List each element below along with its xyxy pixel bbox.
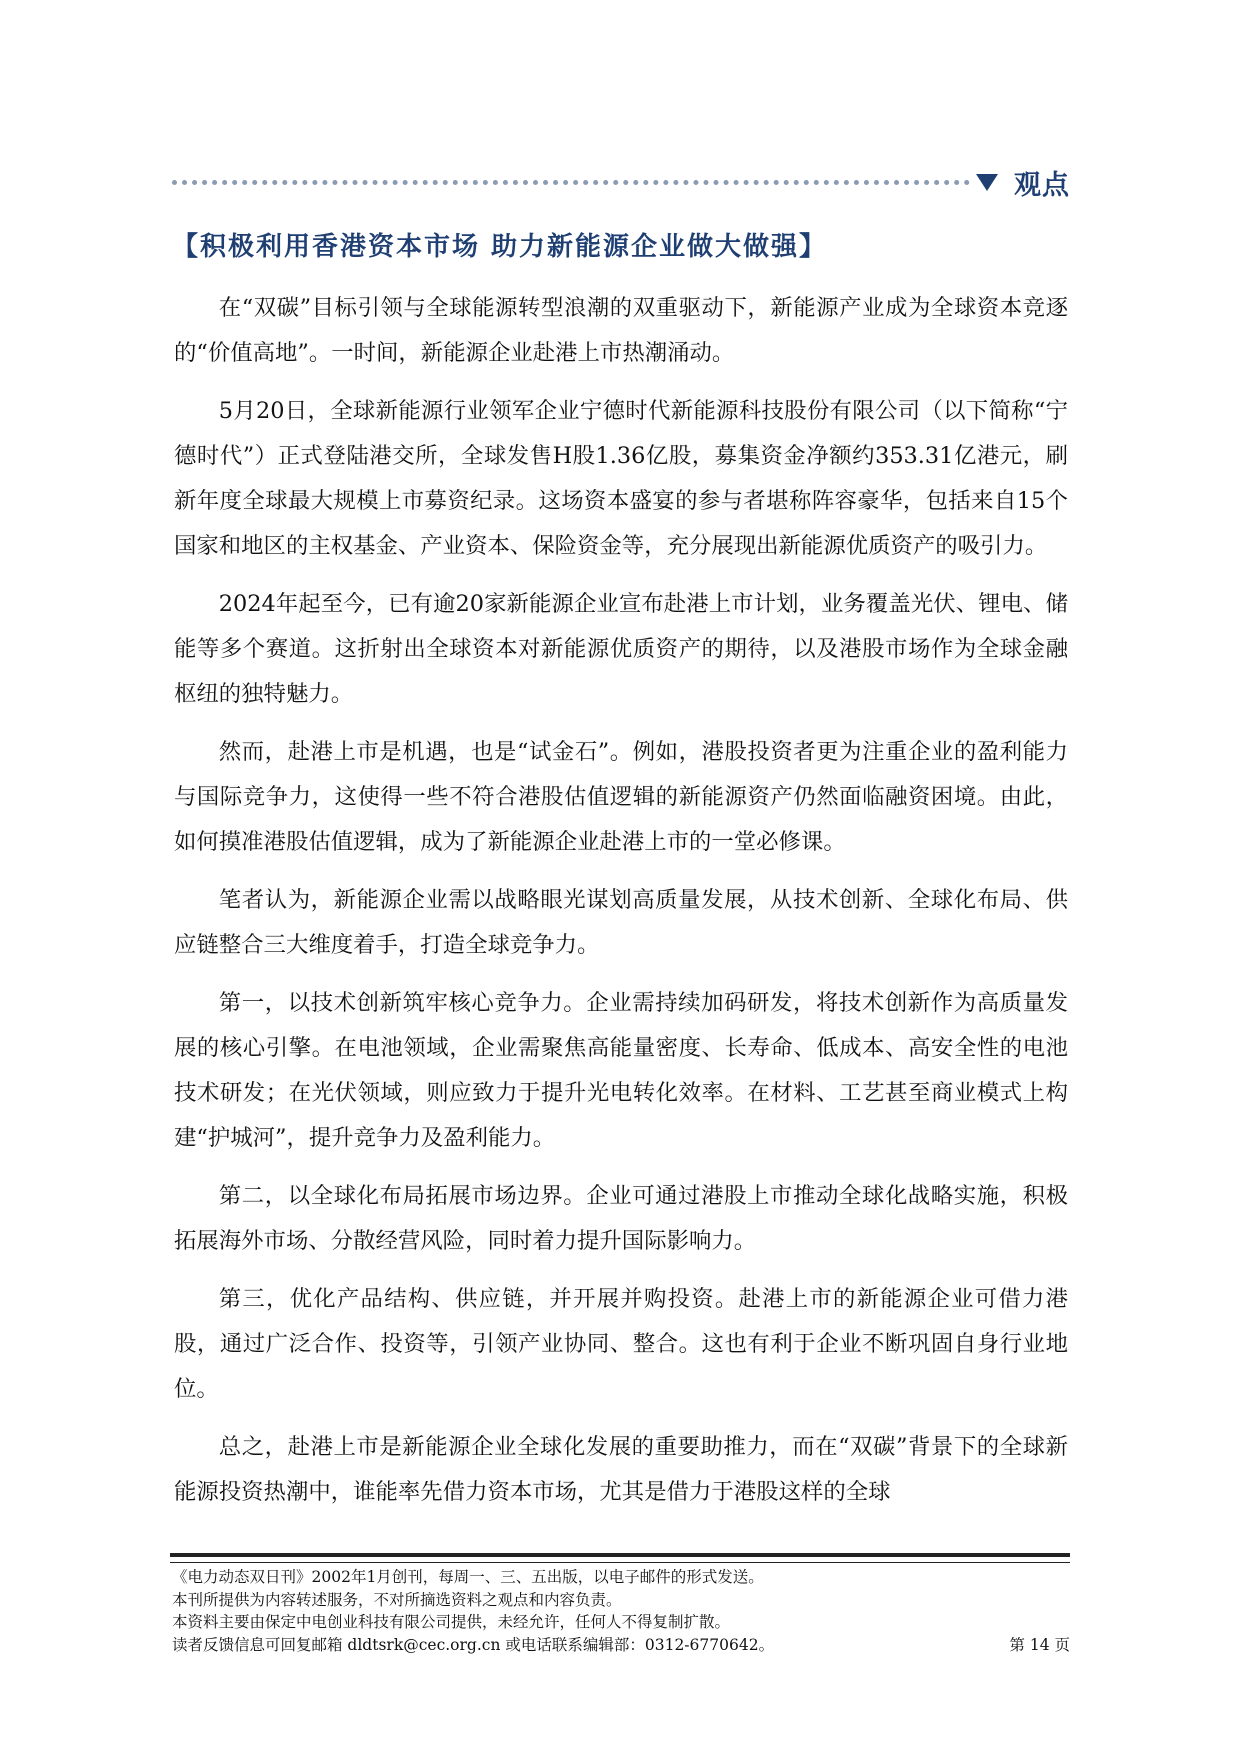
triangle-down-icon [976,174,998,191]
footer-contact-row [172,1634,1070,1657]
footer-line: 《电力动态双日刊》2002年1月创刊，每周一、三、五出版，以电子邮件的形式发送。 [172,1568,764,1586]
footer-line: 本资料主要由保定中电创业科技有限公司提供，未经允许，任何人不得复制扩散。 [172,1613,731,1631]
page-header [172,162,1070,202]
article-title: 【积极利用香港资本市场 助力新能源企业做大做强】 [172,232,828,262]
section-label: 观点 [1014,169,1070,201]
paragraph: 第一，以技术创新筑牢核心竞争力。企业需持续加码研发，将技术创新作为高质量发展的核心引擎。在电池领域，企业需聚焦高能量密度、长寿命、低成本、高安全性的电池技术研发；在光伏领域，则应致力于提升光电转化效率。在材料、工艺甚至商业模式上构建“护城河”，提升竞争力及盈利能力。 [174,990,1068,1151]
paragraph: 第二，以全球化布局拓展市场边界。企业可通过港股上市推动全球化战略实施，积极拓展海外市场、分散经营风险，同时着力提升国际影响力。 [174,1183,1068,1254]
dotted-divider [172,180,970,185]
footer-rule-thick [170,1553,1070,1557]
paragraph: 然而，赴港上市是机遇，也是“试金石”。例如，港股投资者更为注重企业的盈利能力与国际竞争力，这使得一些不符合港股估值逻辑的新能源资产仍然面临融资困境。由此，如何摸准港股估值逻辑，成为了新能源企业赴港上市的一堂必修课。 [174,739,1068,855]
paragraph: 在“双碳”目标引领与全球能源转型浪潮的双重驱动下，新能源产业成为全球资本竞逐的“价值高地”。一时间，新能源企业赴港上市热潮涌动。 [174,295,1068,366]
paragraph: 总之，赴港上市是新能源企业全球化发展的重要助推力，而在“双碳”背景下的全球新能源投资热潮中，谁能率先借力资本市场，尤其是借力于港股这样的全球 [174,1434,1068,1505]
paragraph: 第三，优化产品结构、供应链，并开展并购投资。赴港上市的新能源企业可借力港股，通过广泛合作、投资等，引领产业协同、整合。这也有利于企业不断巩固自身行业地位。 [174,1286,1068,1402]
paragraph: 笔者认为，新能源企业需以战略眼光谋划高质量发展，从技术创新、全球化布局、供应链整合三大维度着手，打造全球竞争力。 [174,887,1068,958]
footer-contact: 读者反馈信息可回复邮箱 dldtsrk@cec.org.cn 或电话联系编辑部：0312-6770642。 [172,1635,775,1654]
paragraph: 2024年起至今，已有逾20家新能源企业宣布赴港上市计划，业务覆盖光伏、锂电、储能等多个赛道。这折射出全球资本对新能源优质资产的期待，以及港股市场作为全球金融枢纽的独特魅力。 [174,591,1068,707]
page-number: 第 14 页 [1009,1635,1070,1654]
footer-rule-thin [170,1562,1070,1563]
footer-line: 本刊所提供为内容转述服务，不对所摘选资料之观点和内容负责。 [172,1590,622,1609]
article-body [174,286,1068,1554]
paragraph: 5月20日，全球新能源行业领军企业宁德时代新能源科技股份有限公司（以下简称“宁德时代”）正式登陆港交所，全球发售H股1.36亿股，募集资金净额约353.31亿港元，刷新年度全球最大规模上市募资纪录。这场资本盛宴的参与者堪称阵容豪华，包括来自15个国家和地区的主权基金、产业资本、保险资金等，充分展现出新能源优质资产的吸引力。 [174,398,1068,559]
page-footer [172,1566,1070,1656]
